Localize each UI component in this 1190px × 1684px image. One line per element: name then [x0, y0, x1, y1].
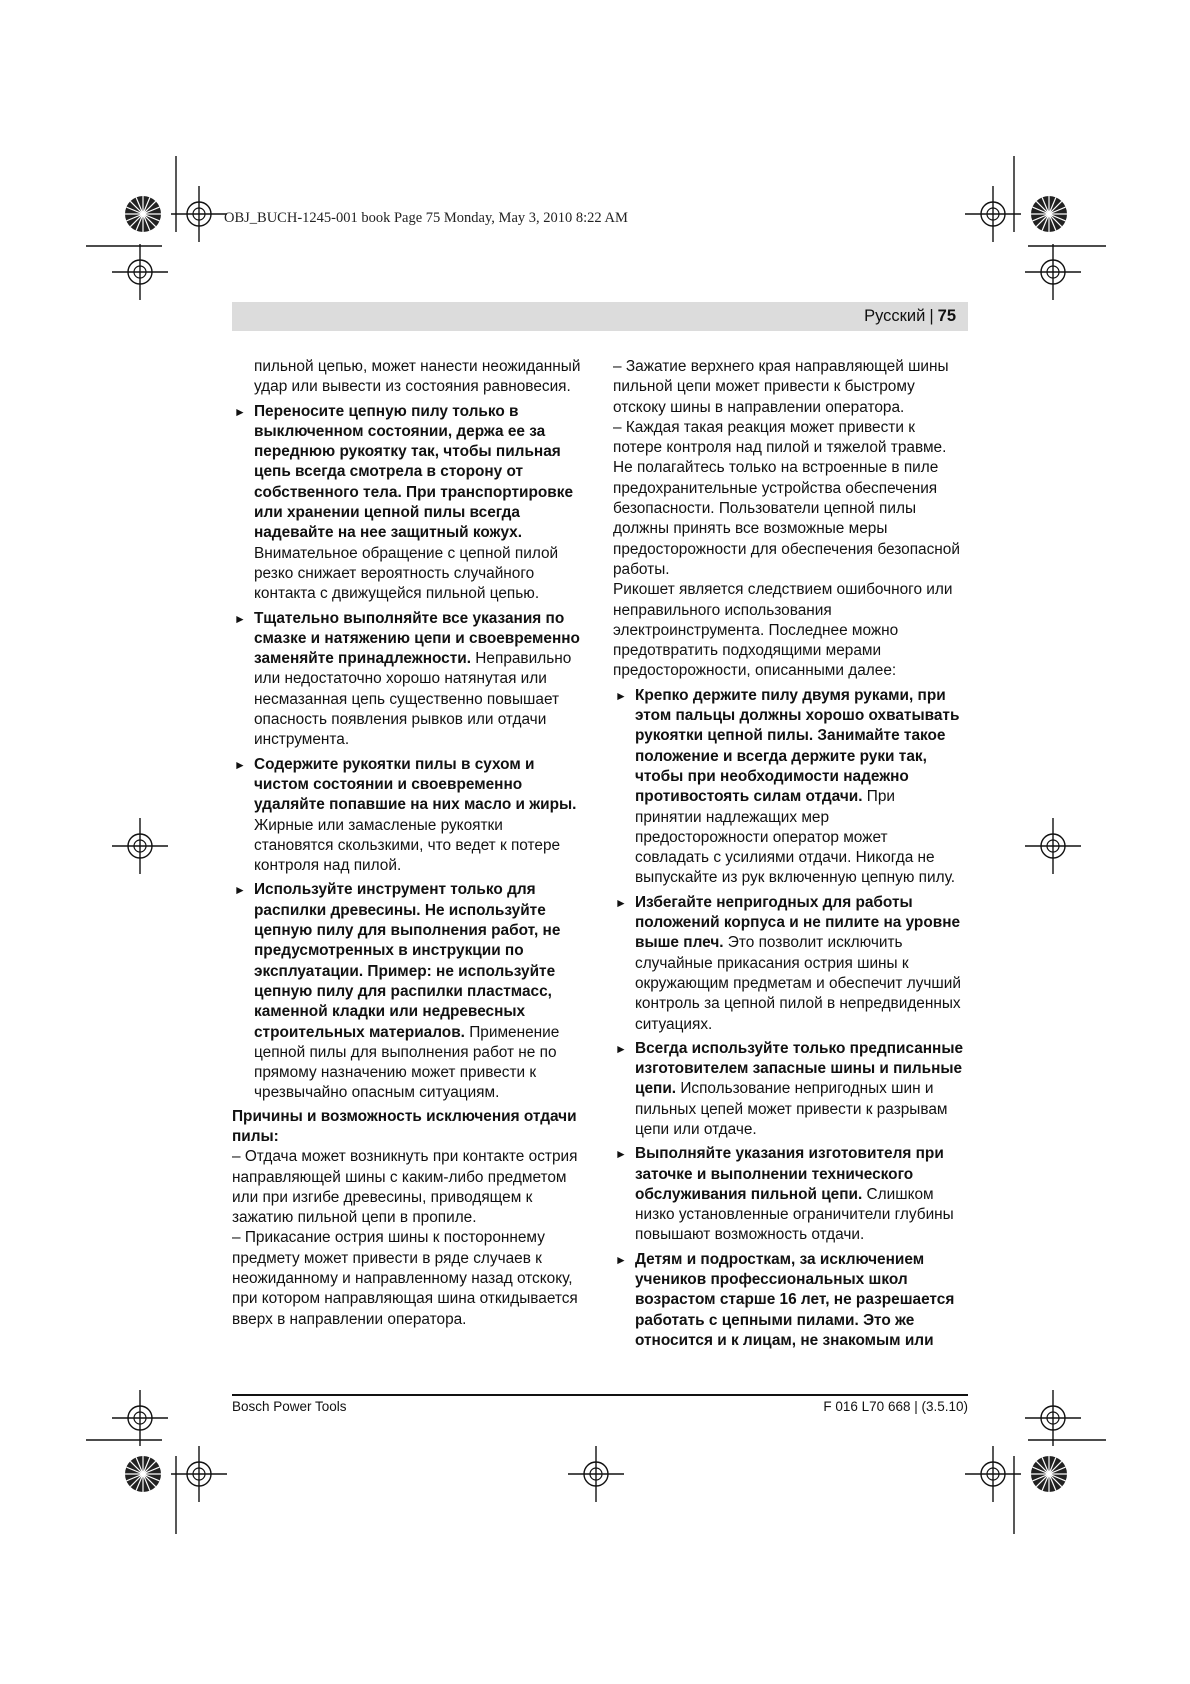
registration-target: [112, 1390, 168, 1446]
registration-target: [1025, 1390, 1081, 1446]
header-language: Русский: [864, 307, 926, 325]
bullet-bold-text: Тщательно выполняйте все указания по смазке и натяжению цепи и своевременно заменяйте принадлежности.: [254, 609, 580, 668]
continuation-text: пильной цепью, может нанести неожиданный удар или вывести из состояния равновесия.: [254, 358, 581, 396]
registration-target: [171, 1446, 227, 1502]
safety-bullet: [613, 686, 965, 889]
bullet-bold-text: Переносите цепную пилу только в выключенном состоянии, держа ее за переднюю рукоятку так, чтобы пильная цепь всегда смотрела в сторону от собственного тела. При транспортировке или хранении цепной пилы всегда надевайте на нее защитный кожух.: [254, 402, 574, 542]
bullet-arrow-icon: ►: [234, 611, 246, 626]
bullet-text: Внимательное обращение с цепной пилой резко снижает вероятность случайного контакта с движущейся пильной цепью.: [254, 544, 559, 603]
footer-rule: [232, 1394, 968, 1396]
bullet-text: Неправильно или недостаточно хорошо натянутая или несмазанная цепь существенно повышает опасность появления рывков или отдачи инструмента.: [254, 650, 572, 749]
registration-sunburst: [1031, 196, 1067, 232]
body-paragraph: – Прикасание острия шины к постороннему предмету может привести в ряде случаев к неожиданному и направленному назад отскоку, при котором направляющая шина откидывается вверх в направлении оператора.: [232, 1229, 578, 1328]
registration-target: [112, 818, 168, 874]
print-info: OBJ_BUCH-1245-001 book Page 75 Monday, May 3, 2010 8:22 AM: [224, 210, 628, 226]
bullet-arrow-icon: ►: [615, 1041, 627, 1056]
bullet-bold-text: Выполняйте указания изготовителя при заточке и выполнении технического обслуживания пильной цепи.: [635, 1145, 944, 1203]
safety-bullet: [613, 893, 965, 1035]
bullet-bold-text: Содержите рукоятки пилы в сухом и чистом состоянии и своевременно удаляйте попавшие на них масло и жиры.: [254, 755, 577, 814]
footer-brand: Bosch Power Tools: [232, 1399, 347, 1414]
body-paragraph: – Каждая такая реакция может привести к потере контроля над пилой и тяжелой травме. Не полагайтесь только на встроенные в пиле предохранительные устройства обеспечения безопасности. Пользователи цепной пилы должны принять все возможные меры предосторожности для обеспечения безопасной работы.: [613, 418, 960, 578]
bullet-bold-text: Всегда используйте только предписанные изготовителем запасные шины и пильные цепи.: [635, 1039, 964, 1098]
bullet-arrow-icon: ►: [615, 895, 627, 910]
bullet-bold-text: Крепко держите пилу двумя руками, при этом пальцы должны хорошо охватывать рукоятки цепной пилы. Занимайте такое положение и всегда держите руки так, чтобы при необходимости надежно противостоять силам отдачи.: [635, 686, 960, 806]
bullet-text: Это позволит исключить случайные прикасания острия шины к окружающим предметам и обеспечит лучший контроль за цепной пилой в непредвиденных ситуациях.: [635, 934, 961, 1033]
body-paragraph: Рикошет является следствием ошибочного или неправильного использования электроинструмента. Последнее можно предотвратить подходящими мерами предосторожности, описанными далее:: [613, 581, 953, 680]
safety-bullet: [232, 880, 584, 1103]
registration-sunburst: [125, 1456, 161, 1492]
registration-target: [568, 1446, 624, 1502]
registration-target: [1025, 244, 1081, 300]
running-header: [232, 302, 968, 331]
registration-target: [965, 186, 1021, 242]
bullet-arrow-icon: ►: [615, 1147, 627, 1162]
bullet-arrow-icon: ►: [234, 757, 246, 772]
registration-sunburst: [1031, 1456, 1067, 1492]
bullet-text: Использование непригодных шин и пильных цепей может привести к разрывам цепи или отдаче.: [635, 1080, 948, 1138]
body-paragraph: – Отдача может возникнуть при контакте острия направляющей шины с каким-либо предметом или при изгибе древесины, приводящем к зажатию пильной цепи в пропиле.: [232, 1148, 578, 1227]
registration-sunburst: [125, 196, 161, 232]
registration-target: [171, 186, 227, 242]
registration-target: [1025, 818, 1081, 874]
page-number: 75: [937, 307, 956, 325]
bullet-arrow-icon: ►: [615, 1252, 627, 1267]
footer-doc-code: F 016 L70 668 | (3.5.10): [823, 1399, 968, 1414]
section-heading: Причины и возможность исключения отдачи пилы:: [232, 1107, 577, 1145]
bullet-arrow-icon: ►: [615, 688, 627, 703]
bullet-text: При принятии надлежащих мер предосторожности оператор может совладать с усилиями отдачи. Никогда не выпускайте из рук включенную цепную пилу.: [635, 788, 956, 887]
header-text: [864, 307, 956, 326]
safety-bullet: [613, 1039, 965, 1140]
bullet-text: Слишком низко установленные ограничители глубины повышают возможность отдачи.: [635, 1185, 954, 1244]
body-paragraph: – Зажатие верхнего края направляющей шины пильной цепи может привести к быстрому отскоку шины в направлении оператора.: [613, 358, 949, 416]
safety-bullet: [232, 402, 584, 605]
registration-target: [965, 1446, 1021, 1502]
registration-target: [112, 244, 168, 300]
safety-bullet: [232, 609, 584, 751]
left-column: [232, 357, 584, 1330]
bullet-arrow-icon: ►: [234, 404, 246, 419]
safety-bullet: [613, 1144, 965, 1245]
bullet-bold-text: Используйте инструмент только для распилки древесины. Не используйте цепную пилу для выполнения работ, не предусмотренных в инструкции по эксплуатации. Пример: не используйте цепную пилу для распилки пластмасс, каменной кладки или недревесных строительных материалов.: [254, 881, 561, 1041]
bullet-text: Жирные или замасленые рукоятки становятся скользкими, что ведет к потере контроля над пилой.: [254, 816, 561, 875]
bullet-bold-text: Избегайте непригодных для работы положений корпуса и не пилите на уровне выше плеч.: [635, 893, 961, 952]
right-column: [613, 357, 965, 1351]
header-separator: |: [929, 307, 934, 325]
bullet-bold-text: Детям и подросткам, за исключением учеников профессиональных школ возрастом старше 16 лет, не разрешается работать с цепными пилами. Это же относится и к лицам, не знакомым или: [635, 1250, 955, 1349]
bullet-arrow-icon: ►: [234, 883, 246, 898]
safety-bullet: [232, 755, 584, 877]
safety-bullet: [613, 1250, 965, 1351]
bullet-text: Применение цепной пилы для выполнения работ не по прямому назначению может привести к чрезвычайно опасным ситуациям.: [254, 1023, 560, 1102]
